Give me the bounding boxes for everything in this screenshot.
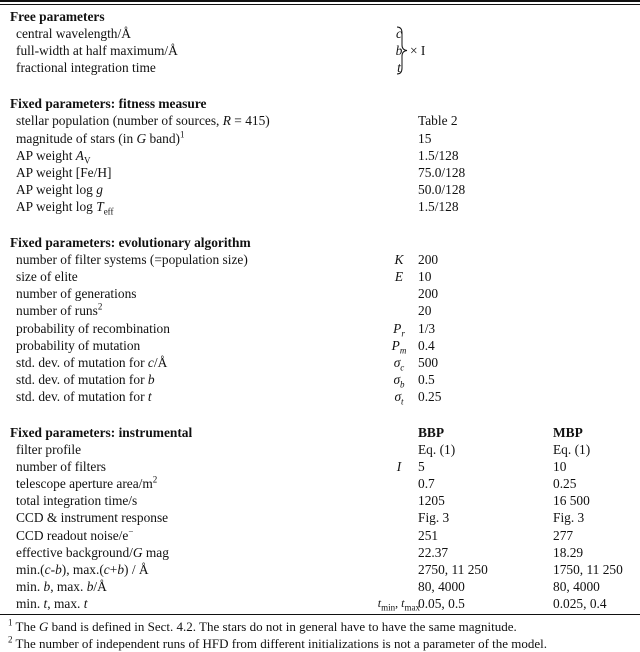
parameter-label [16, 25, 131, 42]
text-segment: , max. [47, 595, 84, 611]
table-row [0, 595, 640, 612]
table-row [0, 112, 640, 129]
value-mbp: 277 [553, 527, 574, 543]
parameter-label [16, 320, 170, 337]
column-header-bbp: BBP [418, 424, 445, 440]
value-bbp: 5 [418, 459, 425, 475]
text-segment: fractional integration time [16, 60, 156, 76]
column-header-mbp: MBP [553, 424, 583, 440]
text-segment: Fixed parameters: instrumental [10, 424, 193, 440]
value-mbp: 0.025, 0.4 [553, 595, 607, 611]
text-segment: t [83, 595, 88, 611]
symbol-subscript: m [399, 345, 407, 356]
value-bbp: 0.05, 0.5 [418, 595, 465, 611]
value-bbp: Eq. (1) [418, 442, 456, 458]
symbol-subscript: c [400, 362, 405, 373]
text-segment: total integration time/s [16, 493, 138, 509]
text-segment: band) [146, 130, 181, 146]
text-segment: V [83, 155, 91, 166]
table-row [0, 388, 640, 405]
section-title [10, 424, 192, 441]
table-row [0, 164, 640, 181]
parameter-label [16, 268, 78, 285]
text-segment: effective background/ [16, 544, 133, 560]
parameter-label [16, 509, 168, 526]
value-mbp: 1750, 11 250 [553, 561, 623, 577]
text-segment: std. dev. of mutation for [16, 371, 148, 387]
symbol-text: b [395, 43, 403, 59]
table-row [0, 527, 640, 544]
parameter-label [16, 595, 87, 612]
text-segment: mag [142, 544, 169, 560]
text-segment: min [381, 602, 396, 613]
table-row [0, 198, 640, 215]
text-segment: c [147, 354, 154, 370]
text-segment: /Å [93, 578, 107, 594]
text-segment: band is defined in Sect. 4.2. The stars do not in general have to have the same magnitude. [48, 619, 517, 634]
text-segment: max [404, 602, 420, 613]
parameter-symbol [384, 458, 414, 475]
value-mbp: 0.25 [553, 476, 577, 492]
table-row [0, 492, 640, 509]
text-segment: Free parameters [10, 9, 105, 24]
text-segment: std. dev. of mutation for [16, 354, 148, 370]
parameter-symbol [384, 337, 414, 354]
text-segment: eff [103, 206, 114, 217]
parameter-symbol [384, 371, 414, 388]
parameter-label [16, 42, 178, 59]
text-segment: + [109, 561, 118, 577]
value-bbp: 1205 [418, 493, 445, 509]
parameter-symbol [384, 268, 414, 285]
parameter-label [16, 441, 81, 458]
value-mbp: 18.29 [553, 544, 584, 560]
text-segment: c [44, 561, 51, 577]
text-segment: /Å [153, 354, 168, 370]
parameter-label [16, 337, 140, 354]
symbol-text: σ [393, 354, 401, 370]
parameter-symbol [384, 251, 414, 268]
value-mbp: Eq. (1) [553, 442, 591, 458]
parameter-label [16, 578, 107, 595]
text-segment: ) / Å [124, 561, 149, 577]
text-segment: , max. [50, 578, 87, 594]
table-row [0, 509, 640, 526]
value-bbp: 0.4 [418, 337, 435, 353]
table-row [0, 147, 640, 164]
table-row [0, 268, 640, 285]
text-segment: b [117, 561, 125, 577]
text-segment: − [128, 526, 134, 537]
text-segment: t [43, 595, 48, 611]
text-segment: 2 [97, 301, 103, 312]
text-segment: AP weight [16, 147, 76, 163]
table-row [0, 59, 640, 76]
value-bbp: 200 [418, 252, 439, 268]
parameter-symbol [384, 320, 414, 337]
value-bbp: 15 [418, 130, 432, 146]
value-mbp: 16 500 [553, 493, 590, 509]
symbol-subscript: b [400, 379, 405, 390]
symbol-text: P [393, 320, 402, 336]
table-row [0, 561, 640, 578]
parameter-symbol [384, 59, 414, 76]
symbol-text: t [397, 60, 401, 76]
text-segment: probability of mutation [16, 337, 141, 353]
table-row [0, 130, 640, 147]
text-segment: size of elite [16, 269, 78, 285]
parameter-label [16, 164, 111, 181]
text-segment: 1 [8, 617, 13, 628]
text-segment: CCD & instrument response [16, 510, 169, 526]
text-segment: magnitude of stars (in [16, 130, 137, 146]
table-row [0, 544, 640, 561]
section-title [10, 95, 206, 112]
value-bbp: 500 [418, 354, 439, 370]
table-row [0, 578, 640, 595]
text-segment: b [86, 578, 94, 594]
table-row [0, 285, 640, 302]
text-segment: number of filters [16, 459, 106, 475]
parameter-label [16, 527, 133, 544]
value-bbp: 22.37 [418, 544, 449, 560]
parameter-symbol [384, 354, 414, 371]
table-row [0, 475, 640, 492]
symbol-text: I [396, 459, 402, 475]
value-bbp: 80, 4000 [418, 578, 465, 594]
text-segment: number of filter systems (=population size) [16, 252, 248, 268]
value-bbp: Fig. 3 [418, 510, 450, 526]
text-segment: min. [16, 595, 44, 611]
text-segment: number of runs [16, 303, 98, 319]
text-segment: central wavelength/Å [16, 26, 131, 42]
parameter-label [16, 475, 157, 492]
multiplier-label: × I [410, 43, 426, 59]
table-row [0, 371, 640, 388]
text-segment: 2 [8, 634, 13, 645]
symbol-text: E [394, 269, 404, 285]
text-segment: b [55, 561, 62, 577]
section-header [0, 8, 640, 25]
text-segment: min.( [16, 561, 45, 577]
section-header [0, 95, 640, 112]
parameter-symbol [384, 42, 414, 59]
parameter-label [16, 198, 114, 215]
parameter-label [16, 147, 90, 164]
text-segment: telescope aperture area/m [16, 476, 153, 492]
parameter-label [16, 371, 155, 388]
parameter-label [16, 458, 106, 475]
table-row [0, 251, 640, 268]
text-segment: - [50, 561, 56, 577]
text-segment: Fixed parameters: evolutionary algorithm [10, 235, 251, 251]
text-segment: number of generations [16, 286, 137, 302]
parameter-label [16, 181, 103, 198]
symbol-text: c [396, 26, 402, 42]
symbol-text: σ [394, 388, 402, 404]
value-bbp: 50.0/128 [418, 181, 466, 197]
parameter-label [16, 285, 136, 302]
text-segment: T [96, 198, 104, 214]
text-segment: min. [16, 578, 44, 594]
text-segment: t [147, 388, 152, 404]
parameter-label [16, 388, 152, 405]
bottom-rule [0, 614, 640, 615]
text-segment: G [136, 130, 147, 146]
parameter-label [16, 354, 167, 371]
text-segment: = 415) [230, 113, 270, 129]
text-segment: full-width at half maximum/Å [16, 43, 178, 59]
value-bbp: 251 [418, 527, 439, 543]
table-row [0, 181, 640, 198]
text-segment: t [377, 595, 382, 610]
text-segment: 2 [152, 474, 158, 485]
footnote-2 [8, 636, 547, 652]
text-segment: Fixed parameters: fitness measure [10, 96, 207, 112]
symbol-text: P [391, 337, 400, 353]
text-segment: probability of recombination [16, 320, 170, 336]
section-header [0, 424, 640, 441]
text-segment: AP weight log [16, 198, 97, 214]
section-title [10, 8, 105, 25]
value-bbp: 20 [418, 303, 432, 319]
text-segment: b [43, 578, 51, 594]
symbol-text: σ [393, 371, 401, 387]
section-title [10, 234, 251, 251]
value-bbp: 0.5 [418, 371, 435, 387]
parameter-label [16, 492, 137, 509]
value-bbp: 1.5/128 [418, 147, 459, 163]
text-segment: b [147, 371, 155, 387]
text-segment: R [222, 113, 231, 129]
value-bbp: 0.25 [418, 388, 442, 404]
text-segment: A [75, 147, 84, 163]
parameter-symbol [360, 595, 420, 612]
spacer [0, 405, 640, 424]
parameter-table [0, 8, 640, 612]
parameter-label [16, 59, 156, 76]
text-segment: , [395, 595, 402, 610]
value-bbp: Table 2 [418, 113, 458, 129]
table-row [0, 458, 640, 475]
text-segment: The number of independent runs of HFD from different initializations is not a parameter of the model. [12, 636, 548, 651]
text-segment: ), max.( [61, 561, 104, 577]
symbol-subscript: r [401, 328, 405, 339]
footnote-1 [8, 619, 517, 635]
value-bbp: 0.7 [418, 476, 435, 492]
value-bbp: 1.5/128 [418, 198, 459, 214]
top-rule-double [0, 4, 640, 5]
text-segment: std. dev. of mutation for [16, 388, 148, 404]
value-bbp: 200 [418, 286, 439, 302]
value-mbp: 10 [553, 459, 567, 475]
value-mbp: Fig. 3 [553, 510, 585, 526]
value-mbp: 80, 4000 [553, 578, 600, 594]
spacer [0, 76, 640, 95]
table-row [0, 302, 640, 319]
parameter-label [16, 544, 169, 561]
table-row [0, 337, 640, 354]
text-segment: AP weight log [16, 181, 97, 197]
text-segment: stellar population (number of sources, [16, 113, 223, 129]
text-segment: The [12, 619, 39, 634]
symbol-subscript: t [401, 396, 404, 407]
text-segment: CCD readout noise/e [16, 527, 129, 543]
text-segment: G [38, 619, 49, 634]
table-row [0, 354, 640, 371]
text-segment: G [132, 544, 143, 560]
parameter-label [16, 302, 102, 319]
top-rule [0, 0, 640, 2]
parameter-symbol [384, 388, 414, 405]
parameter-label [16, 112, 270, 129]
parameter-label [16, 130, 185, 147]
value-bbp: 75.0/128 [418, 164, 466, 180]
parameter-label [16, 561, 149, 578]
text-segment: 1 [180, 129, 185, 140]
table-row [0, 320, 640, 337]
value-bbp: 1/3 [418, 320, 436, 336]
text-segment: t [401, 595, 405, 610]
symbol-text: K [394, 252, 404, 268]
value-bbp: 10 [418, 269, 432, 285]
text-segment: filter profile [16, 442, 82, 458]
text-segment: c [103, 561, 110, 577]
table-row [0, 42, 640, 59]
parameter-label [16, 251, 248, 268]
table-row [0, 441, 640, 458]
spacer [0, 215, 640, 234]
value-bbp: 2750, 11 250 [418, 561, 488, 577]
section-header [0, 234, 640, 251]
text-segment: g [96, 181, 103, 197]
text-segment: AP weight [Fe/H] [16, 164, 112, 180]
